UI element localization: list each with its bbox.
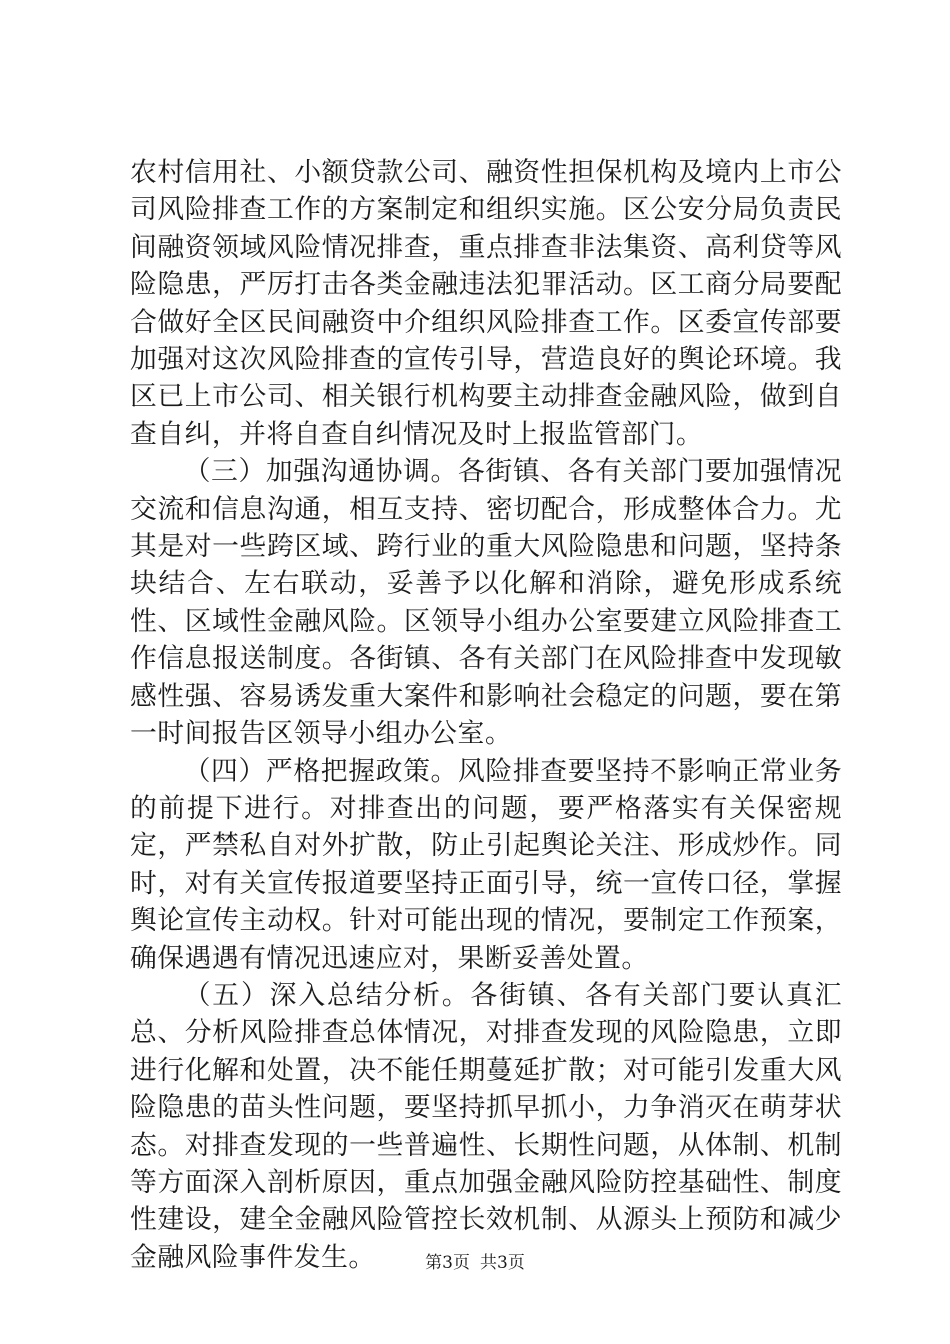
page-total: 共3页 <box>480 1253 525 1273</box>
paragraph-continued: 农村信用社、小额贷款公司、融资性担保机构及境内上市公司风险排查工作的方案制定和组织实施。区公安分局负责民间融资领域风险情况排查，重点排查非法集资、高利贷等风险隐患，严厉打击各类金融违法犯罪活动。区工商分局要配合做好全区民间融资中介组织风险排查工作。区委宣传部要加强对这次风险排查的宣传引导，营造良好的舆论环境。我区已上市公司、相关银行机构要主动排查金融风险，做到自查自纠，并将自查自纠情况及时上报监管部门。 <box>130 157 842 450</box>
paragraph-section-4: （四）严格把握政策。风险排查要坚持不影响正常业务的前提下进行。对排查出的问题，要严格落实有关保密规定，严禁私自对外扩散，防止引起舆论关注、形成炒作。同时，对有关宣传报道要坚持正面引导，统一宣传口径，掌握舆论宣传主动权。针对可能出现的情况，要制定工作预案，确保遇遇有情况迅速应对，果断妥善处置。 <box>130 755 842 974</box>
paragraph-section-5: （五）深入总结分析。各街镇、各有关部门要认真汇总、分析风险排查总体情况，对排查发现的风险隐患，立即进行化解和处置，决不能任期蔓延扩散；对可能引发重大风险隐患的苗头性问题，要坚持抓早抓小，力争消灭在萌芽状态。对排查发现的一些普遍性、长期性问题，从体制、机制等方面深入剖析原因，重点加强金融风险防控基础性、制度性建设，建全金融风险管控长效机制、从源头上预防和减少金融风险事件发生。 <box>130 979 842 1273</box>
document-body <box>130 154 842 1276</box>
page-number: 第3页 <box>425 1253 470 1273</box>
paragraph-section-3: （三）加强沟通协调。各街镇、各有关部门要加强情况交流和信息沟通，相互支持、密切配合，形成整体合力。尤其是对一些跨区域、跨行业的重大风险隐患和问题，坚持条块结合、左右联动，妥善予以化解和消除，避免形成系统性、区域性金融风险。区领导小组办公室要建立风险排查工作信息报送制度。各街镇、各有关部门在风险排查中发现敏感性强、容易诱发重大案件和影响社会稳定的问题，要在第一时间报告区领导小组办公室。 <box>130 456 842 750</box>
page-footer <box>0 1248 950 1273</box>
